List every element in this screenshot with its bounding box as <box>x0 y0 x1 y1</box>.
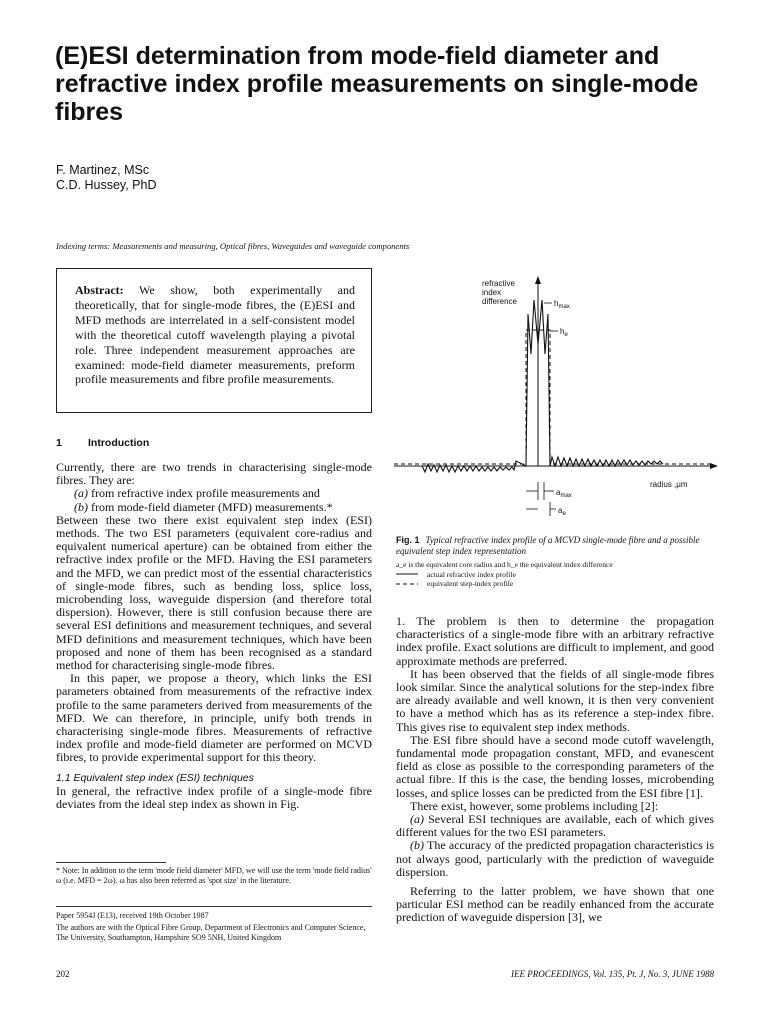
paper-info-divider <box>56 906 372 907</box>
body-paragraph-2: In this paper, we propose a theory, which links the ESI parameters obtained from measurements of the refractive index profile to the same parameters derived from measurements of the MFD. We can therefore, in principle, unify both trends in characterising single-mode fibres. Measurements of refractive index profile and mode-field diameter are performed on MCVD fibres, to provide experimental support for this theory. <box>56 671 372 765</box>
author-list <box>56 163 157 193</box>
y-axis-arrow <box>535 276 541 284</box>
figure-caption-label: Fig. 1 <box>396 535 420 545</box>
list-item-b <box>56 501 372 514</box>
list-item-a-label: (a) <box>74 486 88 501</box>
right-paragraph-4: There exist, however, some problems including [2]: <box>410 798 659 813</box>
y-axis-label-2: index <box>482 288 502 297</box>
paper-info <box>56 911 372 943</box>
right-paragraph-5: Referring to the latter problem, we have shown that one particular ESI method can be readily enhanced from the accurate prediction of waveguide dispersion [3], we <box>396 884 714 925</box>
y-axis-label-3: difference <box>482 297 517 306</box>
left-column-body <box>56 461 372 811</box>
author-2: C.D. Hussey, PhD <box>56 178 157 192</box>
right-list-item-b-text: The accuracy of the predicted propagation characteristics is not always good, particularly with the prediction of waveguide dispersion. <box>396 838 714 879</box>
right-paragraph-1: 1. The problem is then to determine the propagation characteristics of a single-mode fibre with an arbitrary refractive index profile. Exact solutions are difficult to implement, and good approximate methods are preferred. <box>396 614 714 668</box>
figure-caption <box>396 535 716 557</box>
page-number: 202 <box>56 969 70 979</box>
h-max-label: $h_{max}$ <box>554 299 570 310</box>
list-item-a-text: from refractive index profile measurements and <box>91 486 320 501</box>
indexing-terms <box>56 241 409 251</box>
subsection-paragraph: In general, the refractive index profile of a single-mode fibre deviates from the ideal step index as shown in Fig. <box>56 783 372 812</box>
subsection-heading: 1.1 Equivalent step index (ESI) techniques <box>56 771 254 784</box>
right-column-body <box>396 615 714 925</box>
indexing-terms-text: Measurements and measuring, Optical fibres, Waveguides and waveguide components <box>112 241 410 251</box>
legend-dashed-line <box>396 581 418 587</box>
author-1: F. Martinez, MSc <box>56 163 150 177</box>
figure-caption-text: Typical refractive index profile of a MCVD single-mode fibre and a possible equivalent step index representation <box>396 535 700 556</box>
footnote-divider <box>56 862 166 863</box>
paper-title: (E)ESI determination from mode-field diameter and refractive index profile measurements on single-mode fibres <box>55 42 699 126</box>
paper-received: Paper 5954J (E13), received 19th October 1987 <box>56 911 209 920</box>
legend-actual <box>396 570 716 580</box>
equivalent-step-profile <box>394 330 710 464</box>
actual-refractive-index-profile <box>422 300 663 472</box>
y-axis-label-1: refractive <box>482 279 515 288</box>
abstract-label: Abstract: <box>75 283 124 297</box>
section-title: Introduction <box>88 437 150 449</box>
figure-1-profile <box>392 274 722 530</box>
legend-solid-line <box>396 571 418 577</box>
body-paragraph-1: Between these two there exist equivalent step index (ESI) methods. The two ESI parameters (equivalent core-radius and equivalent numerical aperture) can be obtained from either the refractive index profile or the MFD. Having the ESI parameters and the MFD, we can predict most of the essential characteristics of single-mode fibres, such as bending loss, splice loss, microbending loss, waveguide dispersion (and therefore total dispersion). However, there is still confusion because there are several ESI definitions and measurement techniques, and several MFD definitions and measurement techniques, which have been proposed and none of them has been recognised as a standard method for characterising single-mode fibres. <box>56 512 372 673</box>
right-list-item-b-label: (b) <box>410 838 424 853</box>
author-affiliation: The authors are with the Optical Fibre Group, Department of Electronics and Computer Science, The University, Southampton, Hampshire SO9 5NH, United Kingdom <box>56 923 366 942</box>
legend-actual-text: actual refractive index profile <box>427 569 516 579</box>
right-list-item-a-text: Several ESI techniques are available, each of which gives different values for the two ESI parameters. <box>396 812 714 840</box>
journal-reference: IEE PROCEEDINGS, Vol. 135, Pt. J, No. 3, JUNE 1988 <box>511 969 714 979</box>
section-number: 1 <box>56 437 62 449</box>
h-e-label: $h_e$ <box>560 327 568 338</box>
figure-legend <box>396 560 716 589</box>
abstract-text: We show, both experimentally and theoretically, that for single-mode fibres, the (E)ESI and MFD methods are interrelated in a self-consistent model with the theoretical cutoff wavelength playing a pivotal role. Three independent measurement approaches are examined: mode-field diameter measurements, preform profile measurements and fibre profile measurements. <box>75 283 355 387</box>
x-axis-label: radius ,μm <box>650 480 688 489</box>
indexing-terms-label: Indexing terms: <box>56 241 111 251</box>
footnote: * Note: In addition to the term 'mode field diameter' MFD, we will use the term 'mode field radius' ω (i.e. MFD = 2ω). ω has also been referred as 'spot size' in the literature. <box>56 866 372 885</box>
legend-equivalent <box>396 579 716 589</box>
right-list-item-a-label: (a) <box>410 812 424 827</box>
intro-paragraph: Currently, there are two trends in characterising single-mode fibres. They are: <box>56 460 372 488</box>
section-heading <box>56 437 149 449</box>
abstract-box <box>56 268 372 413</box>
list-item-b-text: from mode-field diameter (MFD) measurements.* <box>91 499 333 514</box>
right-list-item-b <box>396 839 714 879</box>
right-paragraph-2: It has been observed that the fields of all single-mode fibres look similar. Since the analytical solutions for the step-index fibre are already available and well known, it is then very convenient to have a method which has as its reference a step-index fibre. This gives rise to equivalent step index methods. <box>396 666 714 734</box>
x-axis-arrow <box>710 463 718 469</box>
figure-legend-definition: a_e is the equivalent core radius and h_e the equivalent index difference <box>396 560 613 569</box>
right-paragraph-3: The ESI fibre should have a second mode cutoff wavelength, fundamental mode propagation constant, MFD, and evanescent field as close as possible to the corresponding parameters of the actual fibre. If this is the case, the bending losses, microbending losses, and splice losses can be predicted from the ESI fibre [1]. <box>396 732 714 800</box>
a-max-label: $a_{max}$ <box>556 488 572 499</box>
list-item-b-label: (b) <box>74 499 88 514</box>
a-e-label: $a_e$ <box>558 506 566 517</box>
legend-equivalent-text: equivalent step-index profile <box>427 579 514 588</box>
right-list-item-a <box>396 813 714 839</box>
